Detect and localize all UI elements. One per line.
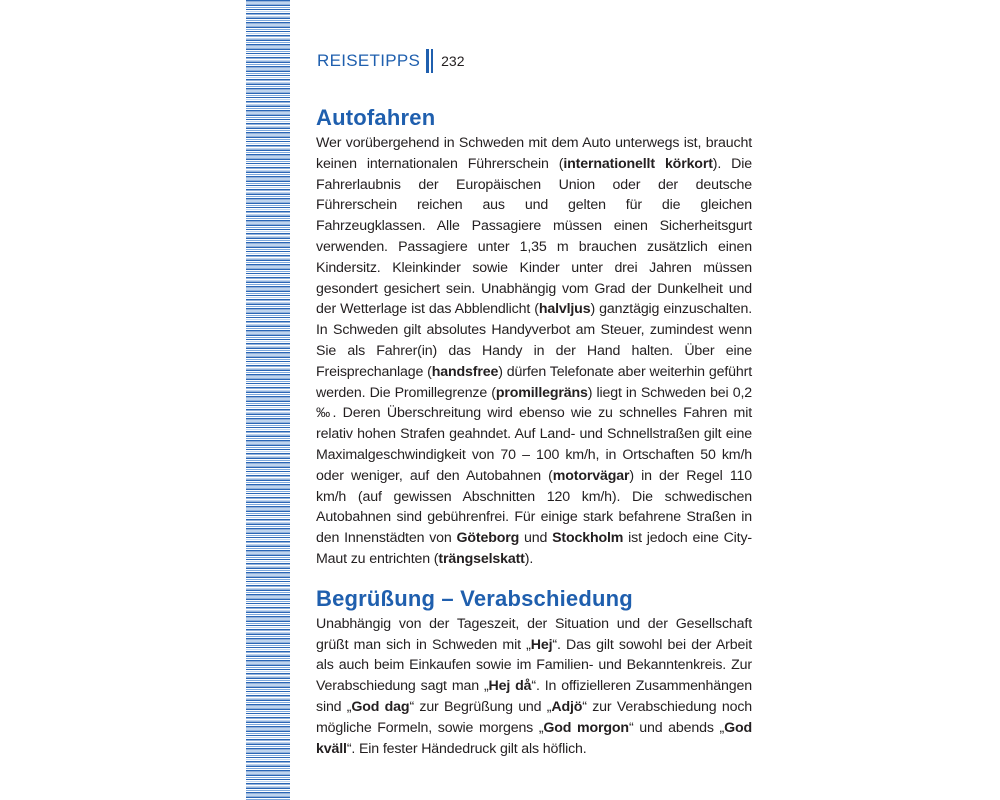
bold-term: internationellt körkort [563,155,713,172]
bold-term: Adjö [551,698,583,715]
section-heading: Begrüßung – Verabschiedung [316,585,633,611]
bold-term: Stockholm [552,530,624,547]
bold-term: Göteborg [456,530,520,547]
header-section-title: REISETIPPS [317,51,421,70]
bold-term: halvljus [538,301,591,318]
section-begruessung [316,586,752,760]
page-number: 232 [441,53,465,69]
section-autofahren [316,105,752,570]
bold-term: God kväll [316,719,752,757]
header-separator-bars [426,49,433,73]
section-paragraph: Unabhängig von der Tageszeit, der Situation und der Gesellschaft grüßt man sich in Schweden mit „Hej“. Das gilt sowohl bei der Arbeit als auch beim Einkaufen sowie im Familien- und Bekanntenkreis. Zur Verabschiedung sagt man „Hej då“. In offizielleren Zusammenhängen sind „God dag“ zur Begrüßung und „Adjö“ zur Verabschiedung noch mögliche Formeln, sowie morgens „God morgon“ und abends „God kväll“. Ein fester Händedruck gilt als höflich. [316,615,753,757]
main-content [316,105,752,759]
bold-term: God morgon [543,719,629,736]
section-heading: Autofahren [316,105,436,130]
section-paragraph: Wer vorübergehend in Schweden mit dem Auto unterwegs ist, braucht keinen internationalen Führerschein (internationellt körkort). Die Fahrerlaubnis der Europäischen Union oder der deutsche Führerschein reichen aus und gelten für die gleichen Fahrzeugklassen. Alle Passagiere müssen einen Sicherheitsgurt verwenden. Passagiere unter 1,35 m brauchen zusätzlich einen Kindersitz. Kleinkinder sowie Kinder unter drei Jahren müssen gesondert gesichert sein. Unabhängig vom Grad der Dunkelheit und der Wetterlage ist das Abblendlicht (halvljus) ganztägig einzuschalten. In Schweden gilt absolutes Handyverbot am Steuer, zumindest wenn Sie als Fahrer(in) das Handy in der Hand halten. Über eine Freisprechanlage (handsfree) dürfen Telefonate aber weiterhin geführt werden. Die Promillegrenze (promillegräns) liegt in Schweden bei 0,2 ‰. Deren Überschreitung wird ebenso wie zu schnelles Fahren mit relativ hohen Strafen geahndet. Auf Land- und Schnellstraßen gilt eine Maximalgeschwindigkeit von 70 – 100 km/h, in Ortschaften 50 km/h oder weniger, auf den Autobahnen (motorvägar) in der Regel 110 km/h (auf gewissen Abschnitten 120 km/h). Die schwedischen Autobahnen sind gebührenfrei. Für einige stark befahrene Straßen in den Innenstädten von Göteborg und Stockholm ist jedoch eine City-Maut zu entrichten (trängselskatt). [316,135,753,567]
bold-term: promillegräns [495,384,588,401]
bold-term: God dag [351,698,410,715]
bold-term: motorvägar [552,467,630,484]
decorative-side-stripe [246,0,290,800]
bold-term: handsfree [431,363,499,380]
bold-term: trängselskatt [438,550,525,567]
bold-term: Hej [530,636,553,653]
bold-term: Hej då [488,678,532,695]
running-header [317,46,465,76]
